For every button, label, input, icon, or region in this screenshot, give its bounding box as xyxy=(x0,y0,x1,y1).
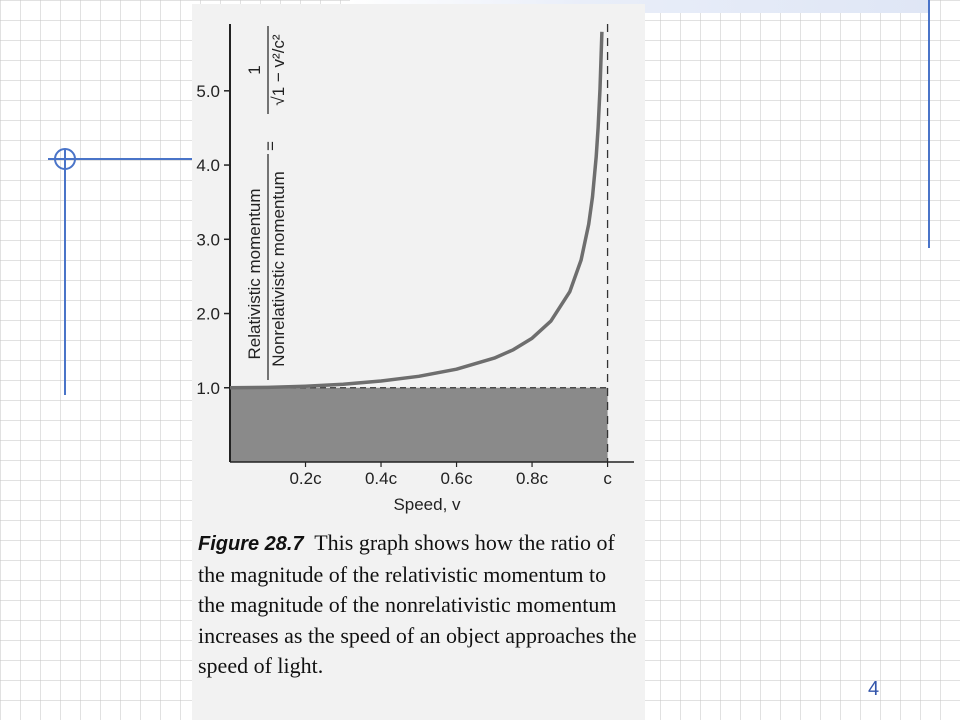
figure-scan xyxy=(192,4,645,720)
x-tick-label: 0.4c xyxy=(364,469,398,488)
x-axis-label: Speed, v xyxy=(393,495,461,514)
shaded-region xyxy=(230,388,608,462)
y-tick-label: 4.0 xyxy=(196,156,220,176)
ylabel-numerator: Relativistic momentum xyxy=(245,188,264,360)
decor-right-vertical-line xyxy=(928,0,930,248)
momentum-ratio-chart xyxy=(192,4,645,514)
x-tick-label: c xyxy=(603,469,612,488)
ylabel-denominator: Nonrelativistic momentum xyxy=(269,171,288,367)
y-tick-label: 5.0 xyxy=(196,81,220,101)
x-tick-label: 0.6c xyxy=(440,469,473,488)
y-tick-label: 2.0 xyxy=(196,304,220,324)
figure-caption xyxy=(198,528,638,682)
ylabel-equals-sign: = xyxy=(261,141,280,151)
figure-caption-text: This graph shows how the ratio of the magnitude of the relativistic momentum to the magnitude of the nonrelativistic momentum increases as the speed of an object approaches the speed of light. xyxy=(198,530,637,678)
decor-circle xyxy=(54,148,76,170)
formula-numerator: 1 xyxy=(245,65,264,75)
slide-number: 4 xyxy=(868,678,880,700)
x-tick-label: 0.2c xyxy=(289,469,322,488)
y-tick-label: 1.0 xyxy=(196,378,220,398)
decor-vertical-line xyxy=(64,150,66,395)
formula-denominator: √1 − v²/c² xyxy=(269,34,288,106)
figure-label: Figure 28.7 xyxy=(198,533,304,555)
x-tick-label: 0.8c xyxy=(515,469,549,488)
y-tick-label: 3.0 xyxy=(196,230,220,250)
